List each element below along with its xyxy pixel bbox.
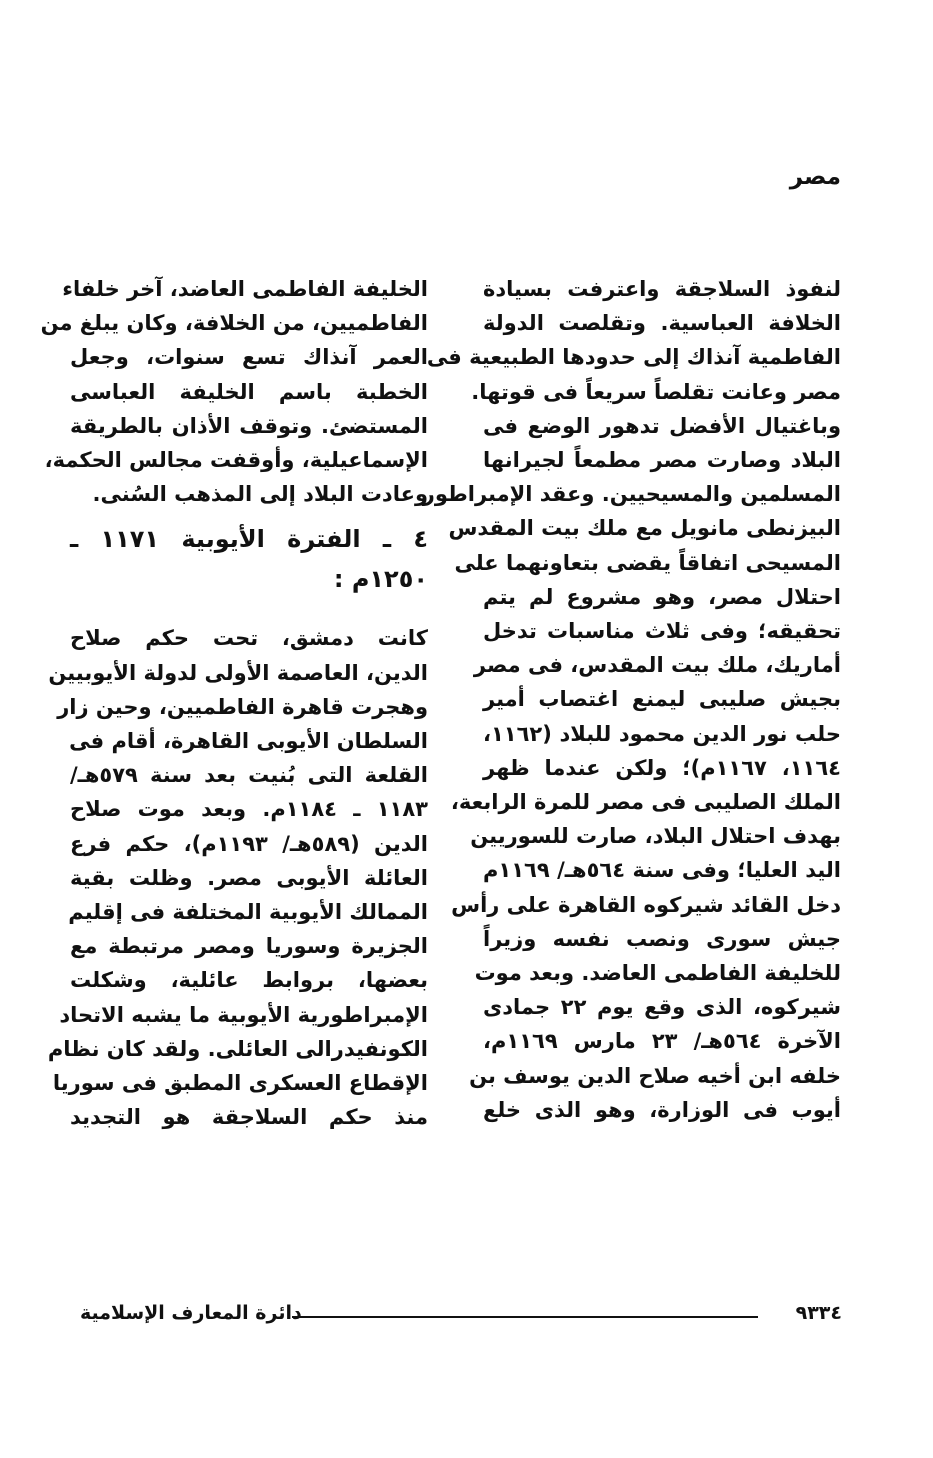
text-line: القلعة التى بُنيت بعد سنة ٥٧٩هـ/ [70, 763, 428, 788]
text-line: العائلة الأيوبى مصر. وظلت بقية [70, 865, 428, 890]
text-line: البيزنطى مانويل مع ملك بيت المقدس [448, 516, 841, 541]
text-line: كانت دمشق، تحت حكم صلاح [70, 626, 428, 651]
footer-rule [292, 1316, 758, 1318]
paragraph [47, 621, 428, 1134]
text-line: حلب نور الدين محمود للبلاد (١١٦٢، [483, 721, 841, 746]
running-head: مصر [789, 164, 841, 190]
text-line: تحقيقه؛ وفى ثلاث مناسبات تدخل [483, 619, 841, 644]
text-line: مصر وعانت تقلصاً سريعاً فى قوتها. [471, 379, 841, 404]
text-line: الإسماعيلية، وأوقفت مجالس الحكمة، [44, 448, 428, 473]
right-text-column [422, 272, 841, 1127]
text-line: الإمبراطورية الأيوبية ما يشبه الاتحاد [59, 1002, 428, 1027]
text-line: الملك الصليبى فى مصر للمرة الرابعة، [450, 790, 841, 815]
text-line: الإقطاع العسكرى المطبق فى سوريا [52, 1071, 428, 1096]
text-line: وباغتيال الأفضل تدهور الوضع فى [483, 413, 841, 438]
heading-line: ١٢٥٠م : [333, 565, 428, 594]
text-line: الخلافة العباسية. وتقلصت الدولة [483, 311, 841, 336]
page-footer [80, 1302, 842, 1332]
paragraph [40, 272, 428, 511]
heading-line: ٤ ـ الفترة الأيوبية ١١٧١ ـ [70, 525, 428, 554]
text-line: وهجرت قاهرة الفاطميين، وحين زار [57, 694, 428, 719]
section-heading [70, 519, 428, 599]
text-line: المسلمين والمسيحيين. وعقد الإمبراطور [422, 482, 841, 507]
text-line: الدين، العاصمة الأولى لدولة الأيوبيين [48, 660, 428, 685]
text-line: الخليفة الفاطمى العاضد، آخر خلفاء [62, 277, 428, 301]
text-line: ١١٦٤، ١١٦٧م)؛ ولكن عندما ظهر [483, 755, 841, 780]
text-line: أماريك، ملك بيت المقدس، فى مصر [473, 653, 841, 678]
text-line: بهدف احتلال البلاد، صارت للسوريين [470, 824, 841, 849]
text-line: البلاد وصارت مصر مطمعاً لجيرانها [483, 448, 841, 473]
text-line: شيركوه، الذى وقع يوم ٢٢ جمادى [483, 995, 841, 1020]
text-line: للخليفة الفاطمى العاضد. وبعد موت [474, 961, 841, 986]
text-line: منذ حكم السلاجقة هو التجديد [70, 1105, 428, 1130]
text-line: الخطبة باسم الخليفة العباسى [70, 379, 428, 404]
text-line: الآخرة ٥٦٤هـ/ ٢٣ مارس ١١٦٩م، [483, 1029, 841, 1054]
text-line: الدين (٥٨٩هـ/ ١١٩٣م)، حكم فرع [70, 831, 428, 856]
text-line: اليد العليا؛ وفى سنة ٥٦٤هـ/ ١١٦٩م [483, 858, 841, 883]
text-line: الفاطميين، من الخلافة، وكان يبلغ من [40, 311, 428, 336]
text-line: المسيحى اتفاقاً يقضى بتعاونهما على [454, 550, 841, 575]
text-line: ١١٨٣ ـ ١١٨٤م. وبعد موت صلاح [70, 797, 428, 822]
text-line: العمر آنذاك تسع سنوات، وجعل [70, 345, 428, 370]
text-line: الجزيرة وسوريا ومصر مرتبطة مع [70, 934, 428, 959]
left-text-column [40, 272, 428, 1134]
text-line: الممالك الأيوبية المختلفة فى إقليم [68, 900, 428, 925]
text-line: الفاطمية آنذاك إلى حدودها الطبيعية فى [426, 345, 841, 370]
text-line: خلفه ابن أخيه صلاح الدين يوسف بن [469, 1063, 841, 1088]
text-line: لنفوذ السلاجقة واعترفت بسيادة [483, 277, 841, 301]
text-line: السلطان الأيوبى القاهرة، أقام فى [69, 729, 428, 754]
text-line: أيوب فى الوزارة، وهو الذى خلع [483, 1097, 841, 1122]
text-line: المستضئ. وتوقف الأذان بالطريقة [70, 413, 428, 438]
text-line: بعضها، بروابط عائلية، وشكلت [70, 968, 428, 993]
text-line: الكونفيدرالى العائلى. ولقد كان نظام [47, 1036, 428, 1061]
text-line: احتلال مصر، وهو مشروع لم يتم [483, 584, 841, 609]
text-line: دخل القائد شيركوه القاهرة على رأس [451, 892, 841, 917]
text-line: بجيش صليبى ليمنع اغتصاب أمير [483, 687, 841, 712]
publication-title: دائرة المعارف الإسلامية [80, 1302, 302, 1324]
text-line: وعادت البلاد إلى المذهب السُنى. [92, 482, 428, 507]
text-line: جيش سورى ونصب نفسه وزيراً [483, 926, 841, 951]
page-number: ٩٣٣٤ [795, 1302, 842, 1324]
